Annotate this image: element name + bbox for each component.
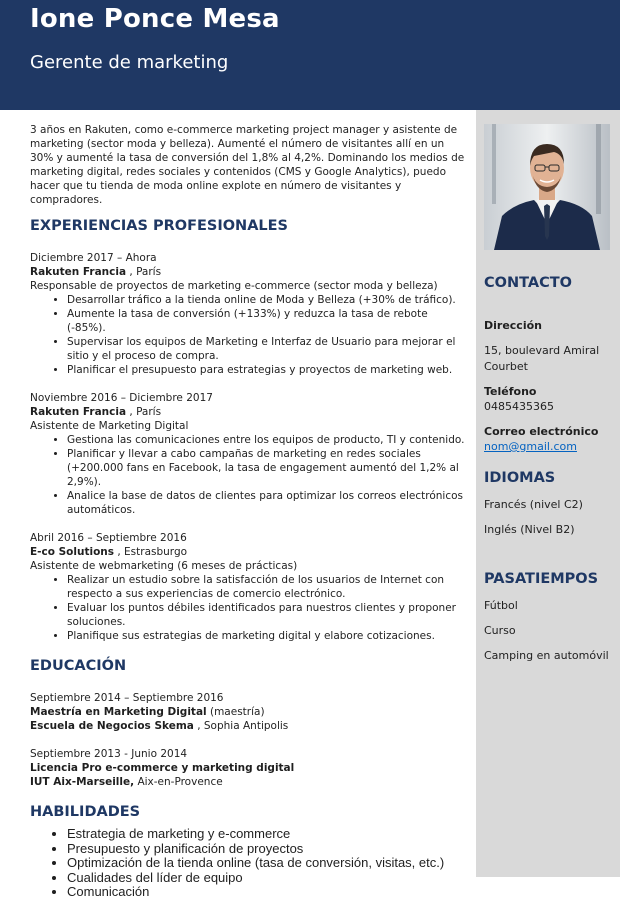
education-item — [30, 747, 466, 789]
experience-heading: EXPERIENCIAS PROFESIONALES — [30, 218, 289, 234]
job-company: Rakuten Francia — [30, 266, 127, 278]
education-degree: Maestría en Marketing Digital — [30, 706, 207, 718]
phone-label: Teléfono — [484, 385, 537, 398]
list-item: • Supervisar los equipos de Marketing e Interfaz de Usuario para mejorar el sitio y el proceso de compra. — [67, 335, 466, 363]
education-heading: EDUCACIÓN — [30, 658, 127, 674]
skills-heading: HABILIDADES — [30, 804, 141, 820]
job-dates: Diciembre 2017 – Ahora — [30, 252, 157, 264]
list-item: • Comunicación — [67, 885, 466, 900]
skills-list — [30, 827, 466, 900]
list-item: • Planificar y llevar a cabo campañas de marketing en redes sociales (+200.000 fans en Facebook, la tasa de engagement aumentó del 1,2% al 2,9%). — [67, 447, 466, 489]
education-item — [30, 691, 466, 733]
education-dates: Septiembre 2014 – Septiembre 2016 — [30, 692, 224, 704]
main-content — [30, 123, 466, 900]
job-company: E-co Solutions — [30, 546, 115, 558]
contact-heading: CONTACTO — [484, 275, 572, 291]
job-location: , París — [126, 266, 162, 278]
hobby-item: Fútbol — [484, 599, 518, 612]
list-item: • Analice la base de datos de clientes para optimizar los correos electrónicos automáticos. — [67, 489, 466, 517]
email-label: Correo electrónico — [484, 425, 599, 438]
job-company: Rakuten Francia — [30, 406, 127, 418]
list-item: • Optimización de la tienda online (tasa de conversión, visitas, etc.) — [67, 856, 466, 871]
person-photo-icon — [484, 124, 610, 250]
job-position: Responsable de proyectos de marketing e-commerce (sector moda y belleza) — [30, 280, 438, 292]
address-label: Dirección — [484, 319, 542, 332]
job-location: , Estrasburgo — [114, 546, 188, 558]
candidate-role: Gerente de marketing — [30, 52, 229, 73]
profile-summary: 3 años en Rakuten, como e-commerce marketing project manager y asistente de marketing (sector moda y belleza). Aumenté el número de visitantes allí en un 30% y aumenté la tasa de conversión del 1,8% al 4,2%. Dominando los medios de marketing digital, redes sociales y contenidos (CMS y Google Analytics), puedo hacer que tu tienda de moda online explote en número de visitantes y compradores. — [30, 124, 465, 206]
list-item: • Planificar el presupuesto para estrategias y proyectos de marketing web. — [67, 363, 466, 377]
education-degree: Licencia Pro e-commerce y marketing digital — [30, 762, 295, 774]
education-dates: Septiembre 2013 - Junio 2014 — [30, 748, 188, 760]
hobby-item: Camping en automóvil — [484, 649, 609, 662]
language-item: Inglés (Nivel B2) — [484, 523, 575, 536]
list-item: • Estrategia de marketing y e-commerce — [67, 827, 466, 842]
list-item: • Gestiona las comunicaciones entre los equipos de producto, TI y contenido. — [67, 433, 466, 447]
education-school-location: , Sophia Antipolis — [193, 720, 289, 732]
education-degree-note: (maestría) — [206, 706, 265, 718]
experience-item — [30, 391, 466, 517]
language-item: Francés (nivel C2) — [484, 498, 583, 511]
candidate-name: Ione Ponce Mesa — [30, 4, 280, 34]
job-position: Asistente de Marketing Digital — [30, 420, 189, 432]
header-banner — [0, 0, 620, 110]
hobby-item: Curso — [484, 624, 516, 637]
experience-item — [30, 531, 466, 643]
hobbies-heading: PASATIEMPOS — [484, 571, 599, 587]
job-bullets — [30, 573, 466, 643]
list-item: • Cualidades del líder de equipo — [67, 871, 466, 886]
experience-item — [30, 251, 466, 377]
list-item: • Evaluar los puntos débiles identificados para nuestros clientes y proponer soluciones. — [67, 601, 466, 629]
job-bullets — [30, 293, 466, 377]
list-item: • Presupuesto y planificación de proyectos — [67, 842, 466, 857]
list-item: • Realizar un estudio sobre la satisfacción de los usuarios de Internet con respecto a sus experiencias de comercio electrónico. — [67, 573, 466, 601]
job-dates: Abril 2016 – Septiembre 2016 — [30, 532, 187, 544]
job-location: , París — [126, 406, 162, 418]
list-item: • Planifique sus estrategias de marketing digital y elabore cotizaciones. — [67, 629, 466, 643]
list-item: • Aumente la tasa de conversión (+133%) y reduzca la tasa de rebote (-85%). — [67, 307, 466, 335]
address-value: 15, boulevard Amiral Courbet — [484, 344, 600, 373]
education-school-location: Aix-en-Provence — [134, 776, 223, 788]
list-item: • Desarrollar tráfico a la tienda online de Moda y Belleza (+30% de tráfico). — [67, 293, 466, 307]
job-dates: Noviembre 2016 – Diciembre 2017 — [30, 392, 213, 404]
job-bullets — [30, 433, 466, 517]
education-school: IUT Aix-Marseille, — [30, 776, 135, 788]
email-link[interactable]: nom@gmail.com — [484, 440, 577, 453]
profile-photo — [484, 124, 610, 250]
education-school: Escuela de Negocios Skema — [30, 720, 194, 732]
job-position: Asistente de webmarketing (6 meses de prácticas) — [30, 560, 298, 572]
phone-value: 0485435365 — [484, 400, 554, 413]
languages-heading: IDIOMAS — [484, 470, 556, 486]
